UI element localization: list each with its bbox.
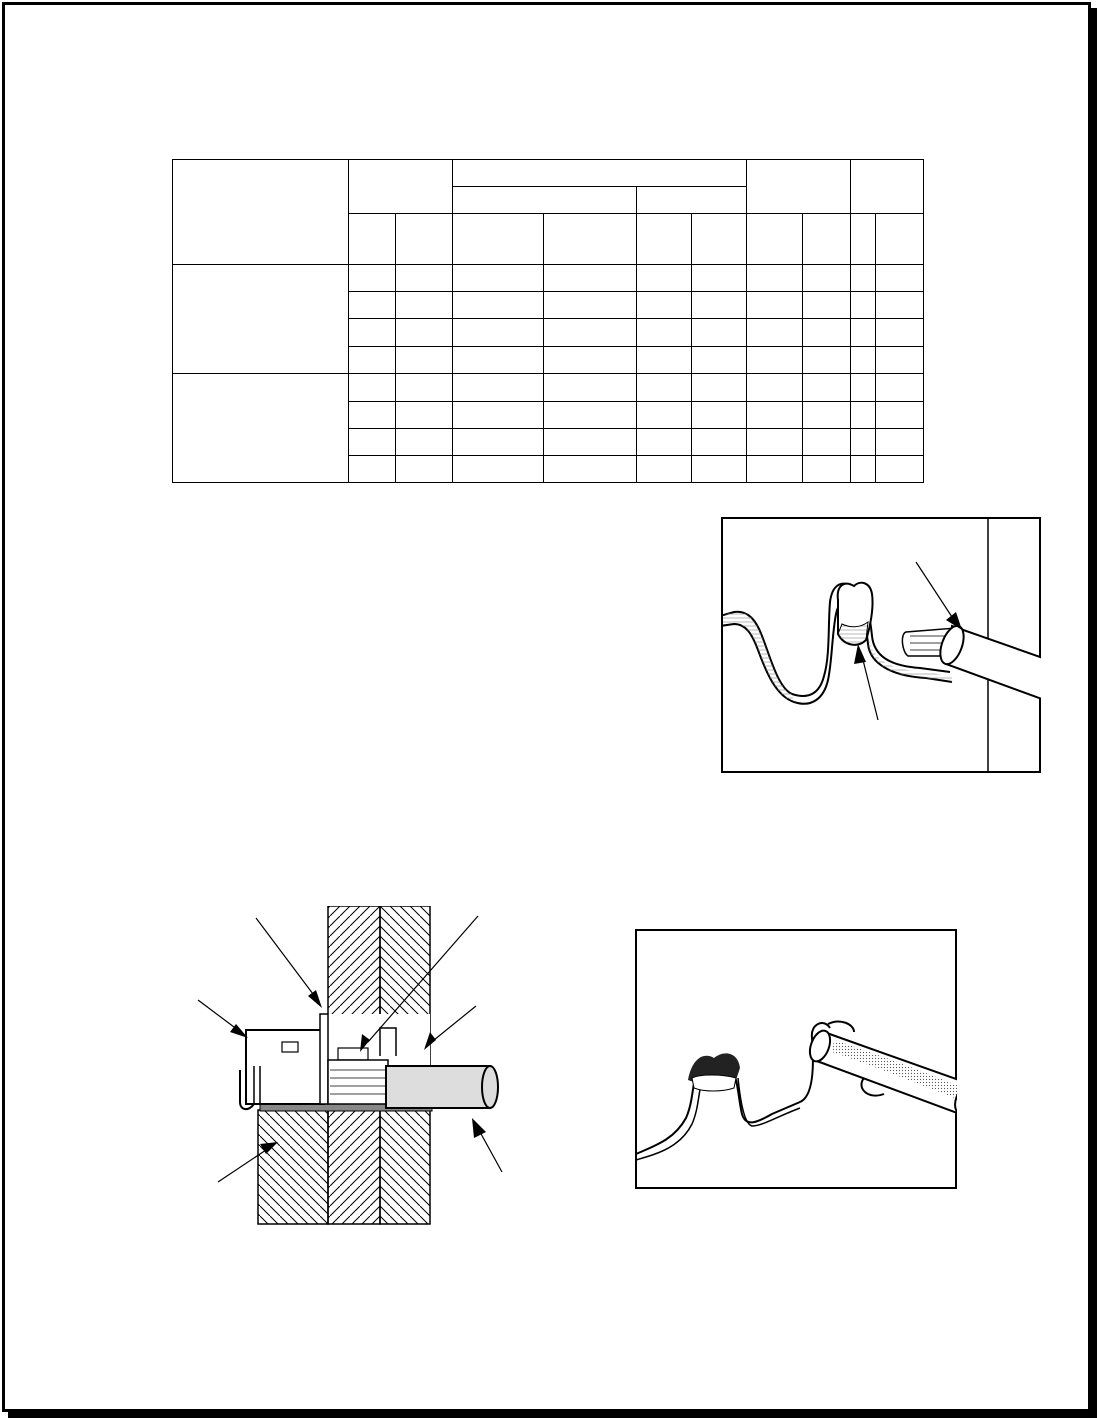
table-cell [396,265,453,292]
table-header-cell [851,160,924,214]
terminal-with-wire-figure [634,928,960,1192]
table-header-cell [637,214,692,265]
table-cell [637,401,692,428]
table-cell [876,319,924,346]
table-header-cell [747,214,803,265]
table-header-cell [544,214,637,265]
table-cell [396,373,453,401]
table-cell [396,346,453,373]
table-cell [349,346,396,373]
table-cell [692,455,747,482]
table-cell [349,428,396,455]
table-cell [747,455,803,482]
table-cell [453,319,544,346]
table-cell [803,373,851,401]
table-cell [396,428,453,455]
table-cell [851,428,876,455]
table-cell [803,428,851,455]
table-row [173,265,924,292]
table-cell [876,455,924,482]
table-cell [453,401,544,428]
table-cell [637,319,692,346]
table-cell [637,292,692,319]
table-cell [876,292,924,319]
table-header-cell [349,160,453,214]
table-cell [637,373,692,401]
table-cell [453,346,544,373]
table-cell [396,292,453,319]
table-cell [747,401,803,428]
crimp-inspection-figure [720,516,1050,778]
table-cell [453,455,544,482]
table-cell [544,319,637,346]
table-header-cell [173,160,349,265]
table-cell [692,319,747,346]
table-header-cell [747,160,851,214]
table-row [173,373,924,401]
cross-section-drawing [190,906,510,1230]
table-cell [803,455,851,482]
table-header-cell [876,214,924,265]
table-cell [692,346,747,373]
table-cell [544,373,637,401]
table-cell [747,265,803,292]
table-cell [803,265,851,292]
table-cell [851,265,876,292]
table-cell [851,346,876,373]
table-cell [851,455,876,482]
table-cell [349,401,396,428]
table-header-cell [803,214,851,265]
table-cell [544,455,637,482]
table-cell [876,401,924,428]
table-cell [396,401,453,428]
table-cell [876,373,924,401]
terminal-wire-drawing [634,928,960,1192]
table-cell [544,292,637,319]
table-cell [349,319,396,346]
spec-table [172,159,924,483]
table-cell [747,428,803,455]
table-cell [876,346,924,373]
crimp-inspection-drawing [720,516,1050,778]
figure-frame [636,930,956,1188]
table-header-row [173,160,924,187]
table-cell [747,292,803,319]
table-cell [637,346,692,373]
table-header-cell [453,214,544,265]
table-cell [876,428,924,455]
housing-cross-section [190,906,510,1230]
table-cell [349,265,396,292]
table-cell [692,265,747,292]
table-cell [544,401,637,428]
table-cell [803,319,851,346]
table-cell [851,319,876,346]
table-cell [692,373,747,401]
table-cell [692,428,747,455]
table-group-cell [173,373,349,482]
table-cell [453,373,544,401]
table-cell [349,455,396,482]
table-header-cell [396,214,453,265]
table-cell [453,292,544,319]
table-cell [747,373,803,401]
table-cell [803,346,851,373]
table-header-cell [349,214,396,265]
table-header-cell [851,214,876,265]
table-cell [349,292,396,319]
table-cell [851,373,876,401]
table-cell [396,455,453,482]
table-header-cell [453,160,747,187]
table-cell [544,428,637,455]
table-cell [637,455,692,482]
table-cell [544,346,637,373]
table-cell [453,265,544,292]
table-header-cell [692,214,747,265]
table-cell [851,401,876,428]
table-cell [803,292,851,319]
table-cell [851,292,876,319]
table-header-cell [453,187,637,214]
table-cell [544,265,637,292]
table-cell [747,319,803,346]
table-cell [747,346,803,373]
table-cell [637,265,692,292]
table-cell [396,319,453,346]
table-cell [803,401,851,428]
table-cell [453,428,544,455]
table-cell [876,265,924,292]
table-cell [349,373,396,401]
table-cell [692,401,747,428]
table-cell [692,292,747,319]
table-group-cell [173,265,349,373]
table-header-cell [637,187,747,214]
table-cell [637,428,692,455]
